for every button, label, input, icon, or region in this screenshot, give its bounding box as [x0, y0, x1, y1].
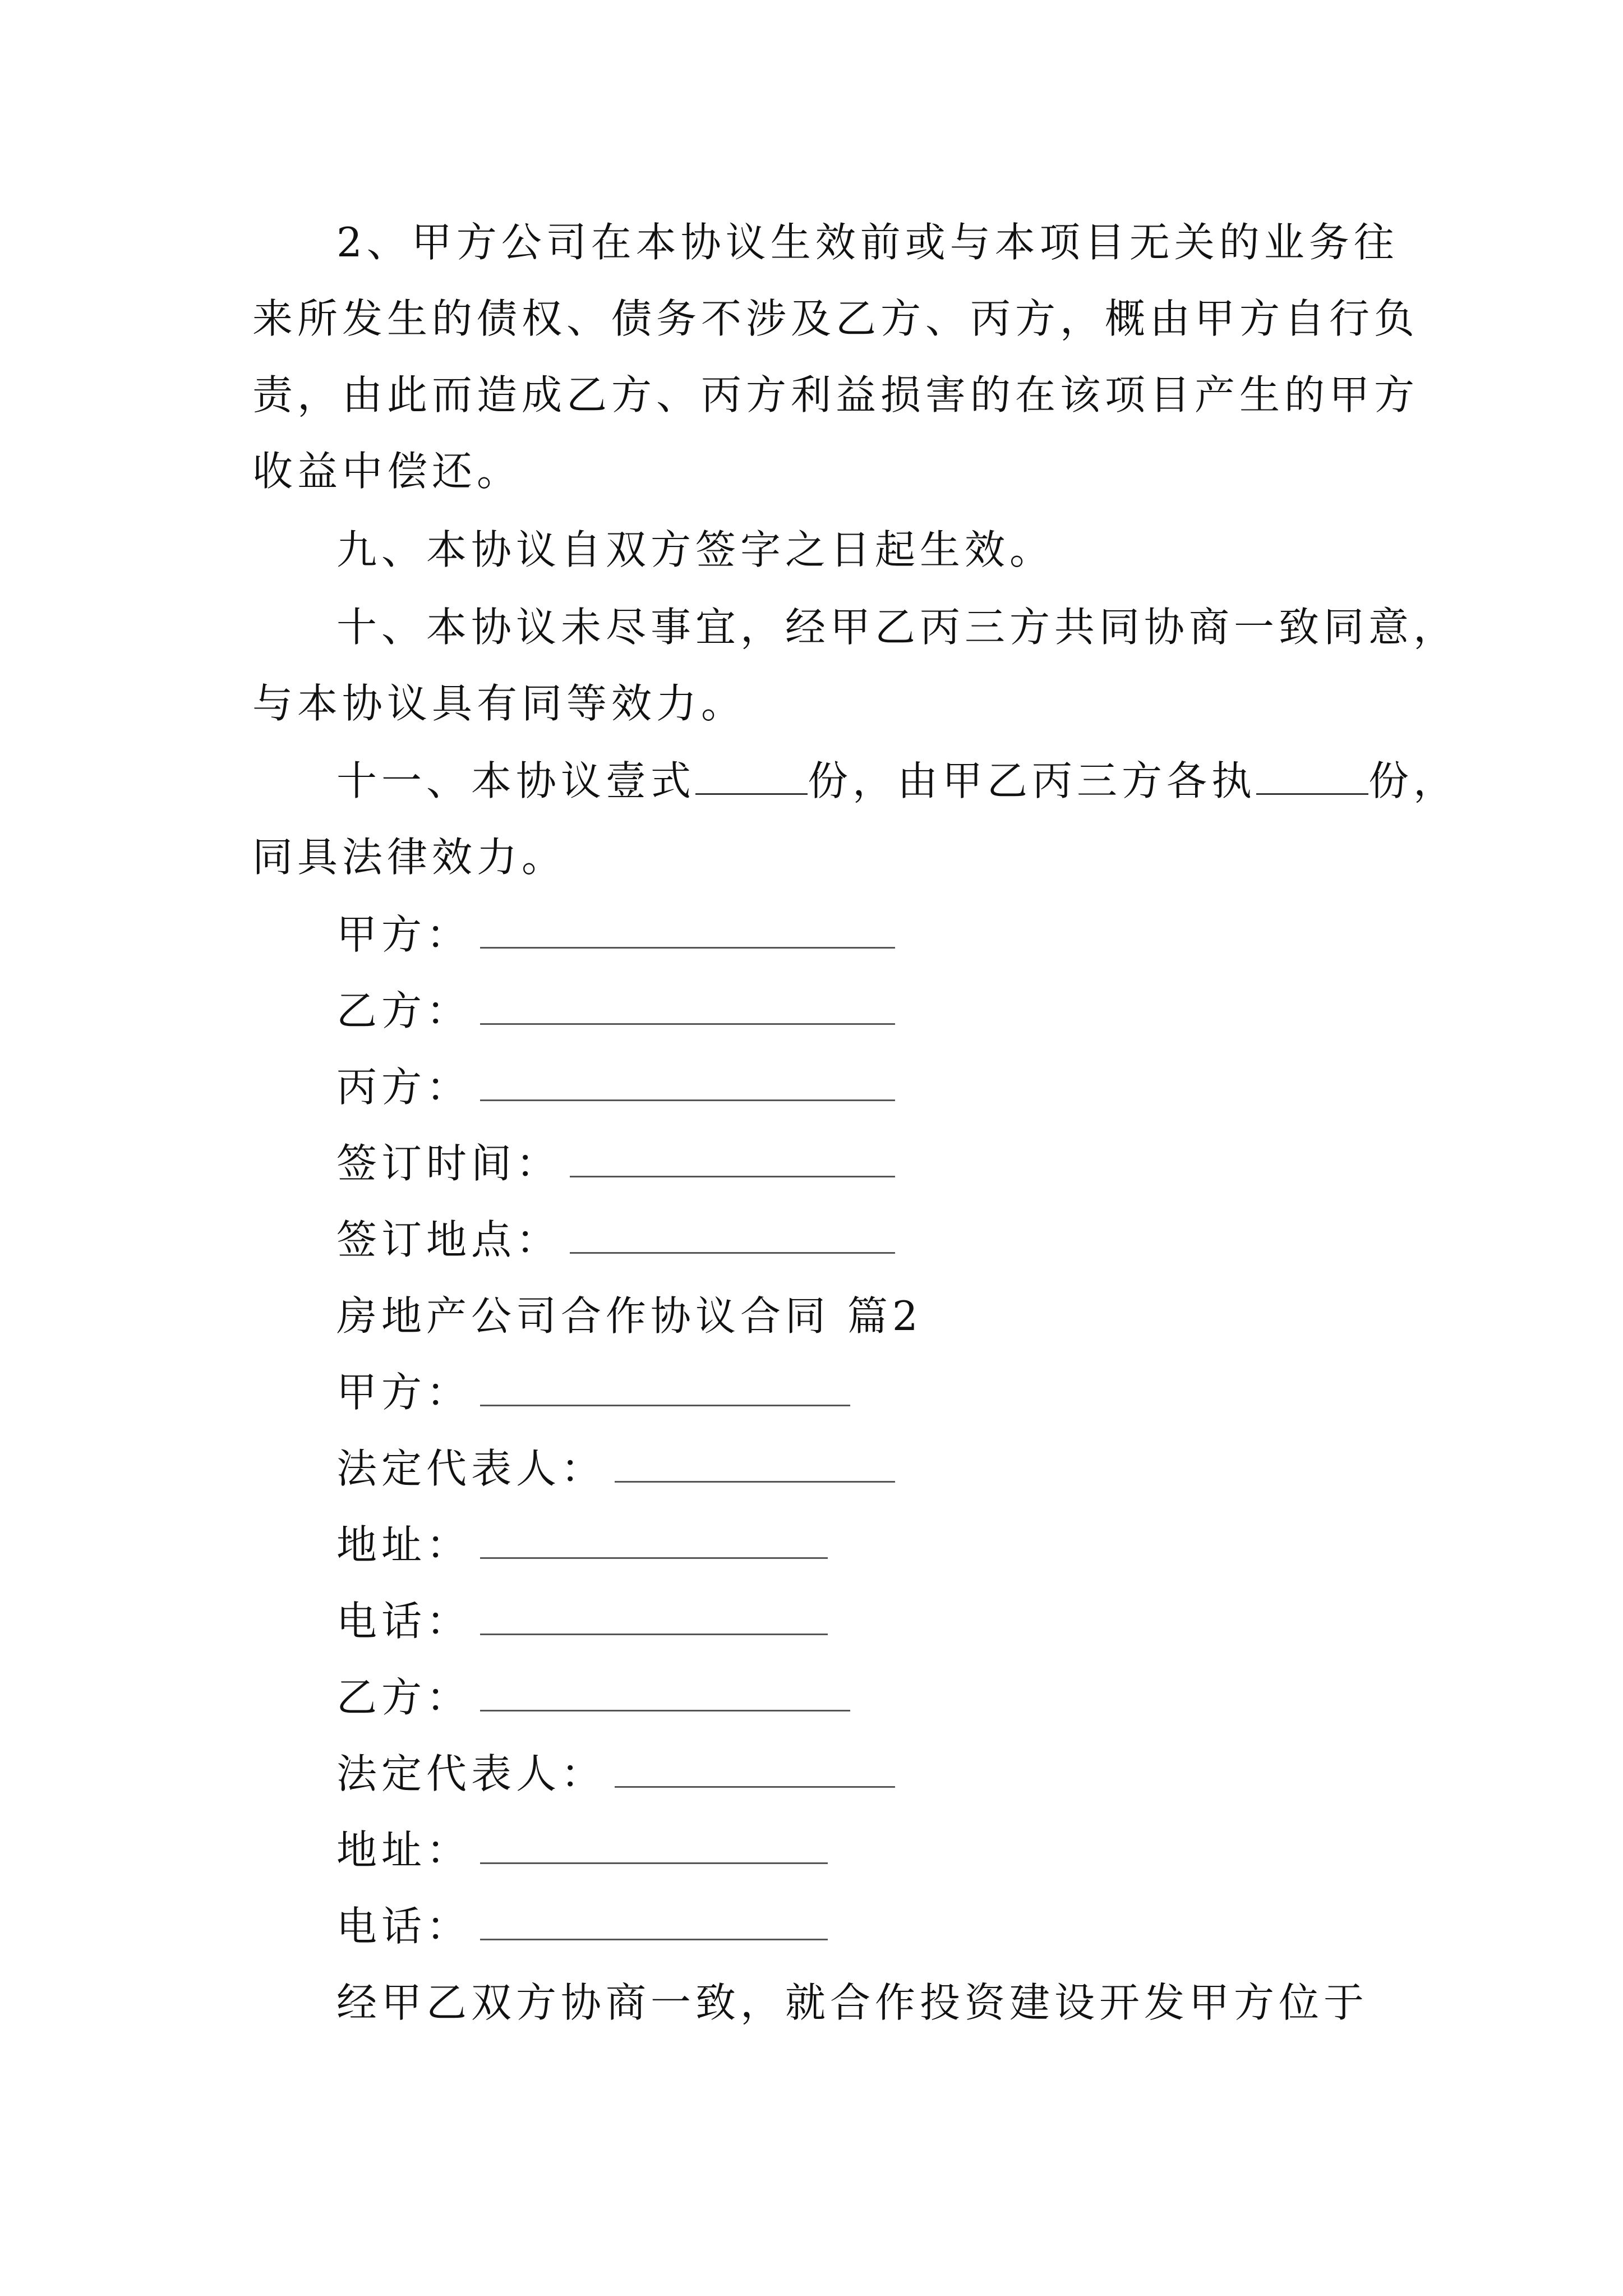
sig1-time-label: 签订时间： [336, 1140, 561, 1187]
sig1-party-a-label: 甲方： [336, 911, 472, 958]
s2-party-b-rep-label: 法定代表人： [336, 1750, 606, 1797]
s2-party-b-address-label: 地址： [336, 1826, 472, 1874]
sig1-time-field[interactable] [570, 1142, 895, 1177]
sig1-party-c-field[interactable] [480, 1066, 895, 1101]
s2-party-b-rep-field[interactable] [615, 1752, 895, 1788]
s2-party-a-address-label: 地址： [336, 1521, 472, 1568]
s2-party-b-address-row [336, 1823, 828, 1877]
s2-party-a-address-field[interactable] [480, 1524, 828, 1559]
sig1-party-c-row [336, 1060, 895, 1114]
sig1-time-row [336, 1137, 895, 1190]
sig1-place-field[interactable] [570, 1218, 895, 1254]
clause-2-line-1: 2、甲方公司在本协议生效前或与本项目无关的业务往 [336, 219, 1399, 266]
sig1-party-a-row [336, 908, 895, 961]
copies-total-blank[interactable] [695, 762, 808, 795]
s2-party-a-rep-row [336, 1442, 895, 1496]
sig1-party-b-label: 乙方： [336, 987, 472, 1034]
s2-party-a-rep-label: 法定代表人： [336, 1445, 606, 1492]
clause-2-line-2: 来所发生的债权、债务不涉及乙方、丙方，概由甲方自行负 [252, 295, 1419, 342]
section-2-intro-line: 经甲乙双方协商一致，就合作投资建设开发甲方位于 [336, 1979, 1369, 2026]
s2-party-b-address-field[interactable] [480, 1829, 828, 1864]
s2-party-b-label: 乙方： [336, 1674, 472, 1721]
s2-party-a-rep-field[interactable] [615, 1447, 895, 1483]
s2-party-a-label: 甲方： [336, 1369, 472, 1416]
sig1-party-b-field[interactable] [480, 990, 895, 1025]
sig1-place-row [336, 1213, 895, 1267]
clause-10-line-1: 十、本协议未尽事宜，经甲乙丙三方共同协商一致同意， [336, 604, 1459, 651]
clause-2-line-4: 收益中偿还。 [252, 448, 522, 495]
sig1-party-b-row [336, 984, 895, 1038]
clause-11-part-1: 十一、本协议壹式 [336, 757, 696, 804]
s2-party-a-phone-label: 电话： [336, 1598, 472, 1645]
clause-10-line-2: 与本协议具有同等效力。 [252, 680, 746, 727]
copies-each-blank[interactable] [1256, 762, 1368, 795]
clause-11-part-3: 份， [1368, 757, 1459, 804]
clause-9: 九、本协议自双方签字之日起生效。 [336, 526, 1055, 573]
sig1-place-label: 签订地点： [336, 1216, 561, 1263]
sig1-party-c-label: 丙方： [336, 1064, 472, 1111]
s2-party-a-field[interactable] [480, 1371, 850, 1406]
s2-party-a-phone-field[interactable] [480, 1600, 828, 1635]
s2-party-a-row [336, 1365, 850, 1419]
s2-party-b-phone-row [336, 1899, 828, 1953]
s2-party-b-phone-field[interactable] [480, 1905, 828, 1940]
clause-11-line-1 [336, 754, 1458, 808]
sig1-party-a-field[interactable] [480, 913, 895, 949]
clause-11-line-2: 同具法律效力。 [252, 834, 567, 881]
s2-party-a-address-row [336, 1518, 828, 1572]
clause-2-line-3: 责，由此而造成乙方、丙方利益损害的在该项目产生的甲方 [252, 371, 1419, 418]
s2-party-b-row [336, 1671, 850, 1724]
clause-11-part-2: 份，由甲乙丙三方各执 [808, 757, 1257, 804]
s2-party-b-rep-row [336, 1747, 895, 1801]
s2-party-b-field[interactable] [480, 1676, 850, 1711]
section-2-title: 房地产公司合作协议合同 篇2 [336, 1292, 923, 1340]
s2-party-b-phone-label: 电话： [336, 1903, 472, 1950]
s2-party-a-phone-row [336, 1594, 828, 1648]
